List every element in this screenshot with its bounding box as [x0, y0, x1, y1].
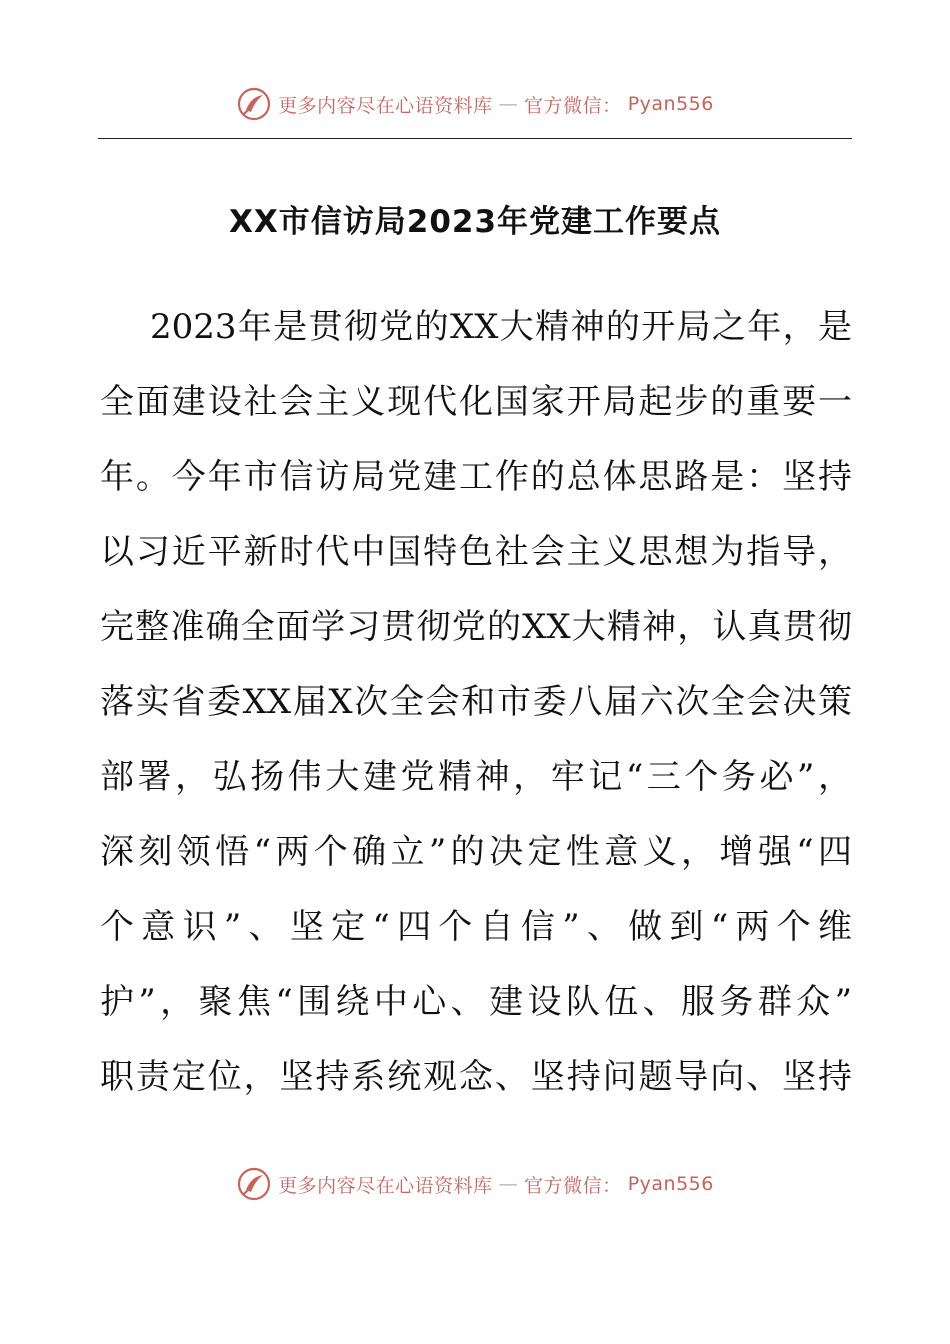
document-body: [100, 290, 852, 1115]
body-line: 以习近平新时代中国特色社会主义思想为指导，: [100, 532, 852, 572]
body-line: 个意识”、坚定“四个自信”、做到“两个维: [100, 907, 852, 947]
watermark-wechat-id: Pyan556: [627, 1173, 714, 1195]
watermark-main-text: 更多内容尽在心语资料库: [278, 1174, 493, 1197]
document-title: XX市信访局2023年党建工作要点: [228, 204, 722, 240]
watermark-wechat-label: 官方微信：: [524, 94, 622, 117]
body-line: 部署，弘扬伟大建党精神，牢记“三个务必”，: [100, 757, 852, 797]
body-line: 年。今年市信访局党建工作的总体思路是：坚持: [100, 457, 852, 497]
body-line: 完整准确全面学习贯彻党的XX大精神，认真贯彻: [100, 607, 852, 647]
header-divider: [98, 138, 852, 139]
body-line: 落实省委XX届X次全会和市委八届六次全会决策: [100, 682, 852, 722]
logo-icon: [236, 86, 272, 122]
body-line: 职责定位，坚持系统观念、坚持问题导向、坚持: [100, 1057, 852, 1097]
footer-watermark: [0, 1160, 950, 1208]
header-watermark: [0, 80, 950, 128]
body-line: 护”，聚焦“围绕中心、建设队伍、服务群众”: [100, 982, 852, 1022]
body-line: 深刻领悟“两个确立”的决定性意义，增强“四: [100, 832, 852, 872]
watermark-wechat-id: Pyan556: [627, 93, 714, 115]
logo-icon: [236, 1166, 272, 1202]
watermark-main-text: 更多内容尽在心语资料库: [278, 94, 493, 117]
watermark-separator: —: [498, 1173, 519, 1195]
body-line: 2023年是贯彻党的XX大精神的开局之年，是: [150, 307, 852, 347]
body-line: 全面建设社会主义现代化国家开局起步的重要一: [100, 382, 852, 422]
watermark-separator: —: [498, 93, 519, 115]
watermark-wechat-label: 官方微信：: [524, 1174, 622, 1197]
